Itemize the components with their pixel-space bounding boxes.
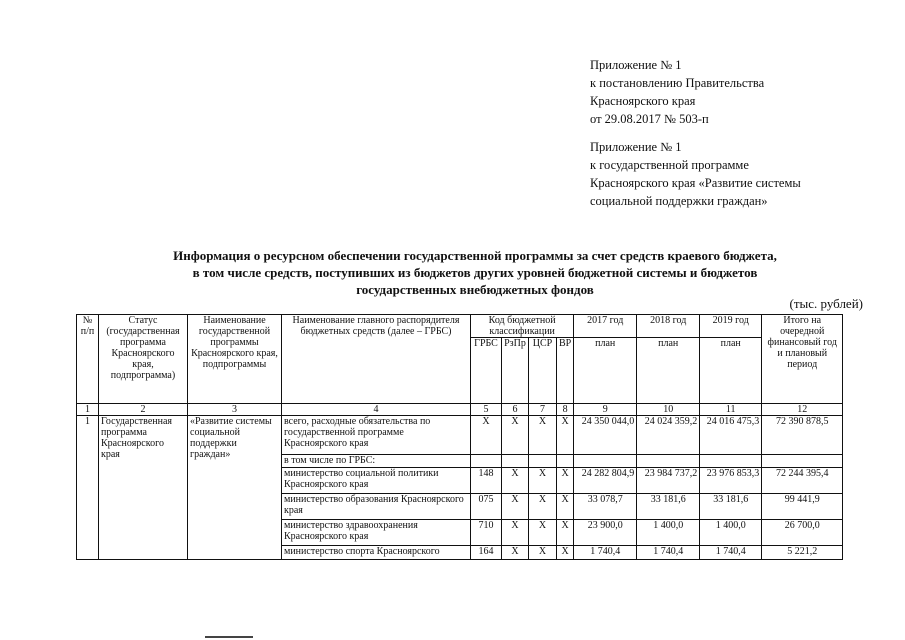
header-2018: 2018 год: [637, 315, 700, 338]
appendix-2-line: Красноярского края «Развитие системы: [590, 176, 801, 190]
col-number: 3: [188, 404, 282, 416]
title-line: государственных внебюджетных фондов: [356, 282, 594, 297]
row-code-vr: Х: [557, 520, 574, 546]
header-code-grbs: ГРБС: [471, 338, 502, 404]
row-code-grbs: 164: [471, 546, 502, 560]
col-number: 4: [282, 404, 471, 416]
row-value-2017: 24 282 804,9: [574, 468, 637, 494]
col-number: 8: [557, 404, 574, 416]
row-value-2019: [700, 455, 762, 468]
header-code-csr: ЦСР: [529, 338, 557, 404]
row-code-csr: Х: [529, 546, 557, 560]
resource-table: [76, 314, 843, 560]
appendix-1-line: к постановлению Правительства: [590, 76, 765, 90]
row-code-csr: Х: [529, 494, 557, 520]
row-code-rzpr: [502, 455, 529, 468]
row-status: Государственная программа Красноярского края: [99, 416, 188, 560]
col-number: 7: [529, 404, 557, 416]
row-code-csr: Х: [529, 520, 557, 546]
header-program-name: Наименование государственной программы Красноярского края, подпрограммы: [188, 315, 282, 404]
header-code-rzpr: РзПр: [502, 338, 529, 404]
row-grbs: министерство социальной политики Красноярского края: [282, 468, 471, 494]
header-2019: 2019 год: [700, 315, 762, 338]
title-line: в том числе средств, поступивших из бюджетов других уровней бюджетной системы и бюджетов: [192, 265, 758, 280]
row-value-2018: 1 740,4: [637, 546, 700, 560]
row-value-2019: 23 976 853,3: [700, 468, 762, 494]
header-num: № п/п: [77, 315, 99, 404]
row-code-vr: Х: [557, 416, 574, 455]
row-value-2017: 23 900,0: [574, 520, 637, 546]
header-code-vr: ВР: [557, 338, 574, 404]
row-value-total: 26 700,0: [762, 520, 843, 546]
row-value-total: 99 441,9: [762, 494, 843, 520]
row-value-2019: 24 016 475,3: [700, 416, 762, 455]
header-budget-code: Код бюджетной классификации: [471, 315, 574, 338]
title-line: Информация о ресурсном обеспечении государственной программы за счет средств краевого бюджета,: [173, 248, 777, 263]
row-value-total: 5 221,2: [762, 546, 843, 560]
appendix-2-line: к государственной программе: [590, 158, 749, 172]
col-number: 12: [762, 404, 843, 416]
row-value-total: 72 244 395,4: [762, 468, 843, 494]
col-number: 1: [77, 404, 99, 416]
row-code-vr: [557, 455, 574, 468]
scan-edge-mark: [205, 636, 253, 638]
row-value-2017: 1 740,4: [574, 546, 637, 560]
row-value-2018: 24 024 359,2: [637, 416, 700, 455]
header-plan-2017: план: [574, 338, 637, 404]
row-grbs: министерство здравоохранения Красноярского края: [282, 520, 471, 546]
col-number: 5: [471, 404, 502, 416]
row-code-rzpr: Х: [502, 520, 529, 546]
row-value-2017: [574, 455, 637, 468]
row-value-2017: 33 078,7: [574, 494, 637, 520]
units-label: (тыс. рублей): [789, 296, 863, 311]
row-value-2019: 1 740,4: [700, 546, 762, 560]
appendix-1-line: от 29.08.2017 № 503-п: [590, 112, 709, 126]
header-total: Итого на очередной финансовый год и плановый период: [762, 315, 843, 404]
header-status: Статус (государственная программа Красноярского края, подпрограмма): [99, 315, 188, 404]
row-value-total: 72 390 878,5: [762, 416, 843, 455]
document-title: [100, 247, 850, 298]
row-code-csr: [529, 455, 557, 468]
row-code-rzpr: Х: [502, 468, 529, 494]
row-code-vr: Х: [557, 468, 574, 494]
row-grbs: всего, расходные обязательства по государственной программе Красноярского края: [282, 416, 471, 455]
col-number: 2: [99, 404, 188, 416]
row-code-rzpr: Х: [502, 546, 529, 560]
col-number: 10: [637, 404, 700, 416]
header-plan-2018: план: [637, 338, 700, 404]
appendix-1-line: Красноярского края: [590, 94, 696, 108]
appendix-1-line: Приложение № 1: [590, 58, 682, 72]
row-code-vr: Х: [557, 494, 574, 520]
appendix-1-block: [590, 56, 764, 128]
row-value-total: [762, 455, 843, 468]
table-row: [77, 416, 843, 455]
row-code-csr: Х: [529, 468, 557, 494]
row-code-grbs: 148: [471, 468, 502, 494]
row-value-2018: 1 400,0: [637, 520, 700, 546]
row-code-csr: Х: [529, 416, 557, 455]
row-value-2018: 23 984 737,2: [637, 468, 700, 494]
col-number: 11: [700, 404, 762, 416]
row-value-2019: 33 181,6: [700, 494, 762, 520]
row-number: 1: [77, 416, 99, 560]
row-code-vr: Х: [557, 546, 574, 560]
row-code-rzpr: Х: [502, 494, 529, 520]
header-plan-2019: план: [700, 338, 762, 404]
row-program-name: «Развитие системы социальной поддержки граждан»: [188, 416, 282, 560]
header-2017: 2017 год: [574, 315, 637, 338]
row-value-2017: 24 350 044,0: [574, 416, 637, 455]
appendix-2-line: социальной поддержки граждан»: [590, 194, 768, 208]
appendix-2-block: [590, 138, 801, 210]
row-grbs: министерство спорта Красноярского: [282, 546, 471, 560]
row-code-grbs: Х: [471, 416, 502, 455]
row-code-grbs: [471, 455, 502, 468]
row-value-2018: [637, 455, 700, 468]
col-number: 9: [574, 404, 637, 416]
appendix-2-line: Приложение № 1: [590, 140, 682, 154]
row-code-rzpr: Х: [502, 416, 529, 455]
row-code-grbs: 710: [471, 520, 502, 546]
col-number: 6: [502, 404, 529, 416]
row-code-grbs: 075: [471, 494, 502, 520]
header-grbs-name: Наименование главного распорядителя бюджетных средств (далее – ГРБС): [282, 315, 471, 404]
row-value-2019: 1 400,0: [700, 520, 762, 546]
row-grbs: в том числе по ГРБС:: [282, 455, 471, 468]
row-value-2018: 33 181,6: [637, 494, 700, 520]
row-grbs: министерство образования Красноярского края: [282, 494, 471, 520]
